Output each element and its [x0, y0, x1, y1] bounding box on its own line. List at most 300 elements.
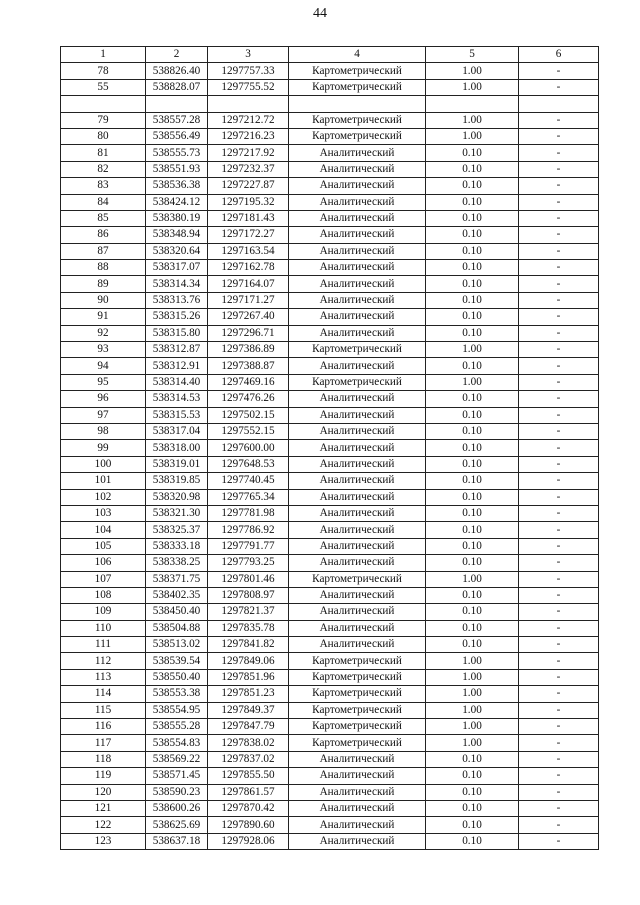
remark-cell: - [519, 161, 599, 177]
point-number-cell: 86 [61, 227, 146, 243]
x-coordinate-cell: 538325.37 [146, 522, 208, 538]
y-coordinate-cell: 1297821.37 [208, 604, 289, 620]
point-number-cell: 97 [61, 407, 146, 423]
method-cell: Аналитический [289, 751, 426, 767]
method-cell: Картометрический [289, 669, 426, 685]
method-cell: Аналитический [289, 817, 426, 833]
x-coordinate-cell: 538826.40 [146, 63, 208, 79]
coordinates-table [60, 46, 599, 850]
point-number-cell [61, 96, 146, 112]
column-header-3: 3 [208, 47, 289, 63]
method-cell: Картометрический [289, 571, 426, 587]
point-number-cell: 87 [61, 243, 146, 259]
y-coordinate-cell: 1297847.79 [208, 719, 289, 735]
remark-cell: - [519, 587, 599, 603]
header-row [61, 47, 599, 63]
accuracy-cell: 0.10 [426, 194, 519, 210]
accuracy-cell: 1.00 [426, 79, 519, 95]
accuracy-cell: 0.10 [426, 391, 519, 407]
y-coordinate-cell: 1297181.43 [208, 210, 289, 226]
y-coordinate-cell: 1297861.57 [208, 784, 289, 800]
x-coordinate-cell: 538504.88 [146, 620, 208, 636]
table-row [61, 292, 599, 308]
y-coordinate-cell: 1297502.15 [208, 407, 289, 423]
table-row [61, 571, 599, 587]
point-number-cell: 118 [61, 751, 146, 767]
column-header-1: 1 [61, 47, 146, 63]
y-coordinate-cell: 1297216.23 [208, 128, 289, 144]
method-cell: Аналитический [289, 325, 426, 341]
remark-cell: - [519, 833, 599, 849]
remark-cell: - [519, 800, 599, 816]
column-header-5: 5 [426, 47, 519, 63]
accuracy-cell: 0.10 [426, 456, 519, 472]
point-number-cell: 112 [61, 653, 146, 669]
x-coordinate-cell: 538553.38 [146, 686, 208, 702]
table-row [61, 342, 599, 358]
column-header-4: 4 [289, 47, 426, 63]
point-number-cell: 96 [61, 391, 146, 407]
accuracy-cell: 1.00 [426, 112, 519, 128]
accuracy-cell: 0.10 [426, 210, 519, 226]
y-coordinate-cell: 1297267.40 [208, 309, 289, 325]
remark-cell: - [519, 751, 599, 767]
table-row [61, 522, 599, 538]
remark-cell: - [519, 112, 599, 128]
remark-cell: - [519, 276, 599, 292]
remark-cell: - [519, 473, 599, 489]
y-coordinate-cell: 1297217.92 [208, 145, 289, 161]
method-cell: Аналитический [289, 178, 426, 194]
remark-cell: - [519, 653, 599, 669]
y-coordinate-cell: 1297835.78 [208, 620, 289, 636]
y-coordinate-cell [208, 96, 289, 112]
accuracy-cell: 0.10 [426, 505, 519, 521]
table-row [61, 210, 599, 226]
table-row [61, 555, 599, 571]
table-row [61, 784, 599, 800]
x-coordinate-cell: 538333.18 [146, 538, 208, 554]
table-row [61, 128, 599, 144]
x-coordinate-cell [146, 96, 208, 112]
x-coordinate-cell: 538317.04 [146, 423, 208, 439]
table-row [61, 391, 599, 407]
accuracy-cell: 0.10 [426, 325, 519, 341]
y-coordinate-cell: 1297849.06 [208, 653, 289, 669]
y-coordinate-cell: 1297171.27 [208, 292, 289, 308]
point-number-cell: 79 [61, 112, 146, 128]
point-number-cell: 119 [61, 768, 146, 784]
accuracy-cell: 0.10 [426, 161, 519, 177]
y-coordinate-cell: 1297837.02 [208, 751, 289, 767]
x-coordinate-cell: 538828.07 [146, 79, 208, 95]
x-coordinate-cell: 538450.40 [146, 604, 208, 620]
x-coordinate-cell: 538551.93 [146, 161, 208, 177]
accuracy-cell [426, 96, 519, 112]
table-row [61, 227, 599, 243]
x-coordinate-cell: 538314.53 [146, 391, 208, 407]
accuracy-cell: 0.10 [426, 407, 519, 423]
remark-cell: - [519, 325, 599, 341]
x-coordinate-cell: 538320.64 [146, 243, 208, 259]
point-number-cell: 92 [61, 325, 146, 341]
y-coordinate-cell: 1297801.46 [208, 571, 289, 587]
accuracy-cell: 1.00 [426, 571, 519, 587]
table-row [61, 800, 599, 816]
accuracy-cell: 0.10 [426, 145, 519, 161]
x-coordinate-cell: 538321.30 [146, 505, 208, 521]
remark-cell: - [519, 719, 599, 735]
y-coordinate-cell: 1297890.60 [208, 817, 289, 833]
accuracy-cell: 1.00 [426, 735, 519, 751]
table-row [61, 63, 599, 79]
y-coordinate-cell: 1297928.06 [208, 833, 289, 849]
x-coordinate-cell: 538338.25 [146, 555, 208, 571]
accuracy-cell: 0.10 [426, 489, 519, 505]
accuracy-cell: 0.10 [426, 768, 519, 784]
accuracy-cell: 0.10 [426, 423, 519, 439]
remark-cell: - [519, 423, 599, 439]
x-coordinate-cell: 538312.87 [146, 342, 208, 358]
y-coordinate-cell: 1297781.98 [208, 505, 289, 521]
y-coordinate-cell: 1297388.87 [208, 358, 289, 374]
accuracy-cell: 1.00 [426, 653, 519, 669]
remark-cell: - [519, 817, 599, 833]
method-cell: Аналитический [289, 161, 426, 177]
remark-cell: - [519, 210, 599, 226]
accuracy-cell: 0.10 [426, 473, 519, 489]
remark-cell: - [519, 538, 599, 554]
method-cell: Аналитический [289, 833, 426, 849]
remark-cell: - [519, 243, 599, 259]
table-row [61, 620, 599, 636]
accuracy-cell: 1.00 [426, 669, 519, 685]
x-coordinate-cell: 538314.40 [146, 374, 208, 390]
x-coordinate-cell: 538318.00 [146, 440, 208, 456]
table-row [61, 374, 599, 390]
accuracy-cell: 1.00 [426, 686, 519, 702]
y-coordinate-cell: 1297163.54 [208, 243, 289, 259]
y-coordinate-cell: 1297162.78 [208, 260, 289, 276]
method-cell [289, 96, 426, 112]
x-coordinate-cell: 538557.28 [146, 112, 208, 128]
remark-cell: - [519, 407, 599, 423]
method-cell: Картометрический [289, 719, 426, 735]
x-coordinate-cell: 538555.28 [146, 719, 208, 735]
table-row [61, 505, 599, 521]
point-number-cell: 55 [61, 79, 146, 95]
table-row [61, 768, 599, 784]
y-coordinate-cell: 1297786.92 [208, 522, 289, 538]
accuracy-cell: 0.10 [426, 292, 519, 308]
remark-cell: - [519, 784, 599, 800]
method-cell: Аналитический [289, 194, 426, 210]
table-row [61, 587, 599, 603]
y-coordinate-cell: 1297600.00 [208, 440, 289, 456]
table-row [61, 309, 599, 325]
x-coordinate-cell: 538319.01 [146, 456, 208, 472]
point-number-cell: 102 [61, 489, 146, 505]
accuracy-cell: 0.10 [426, 227, 519, 243]
x-coordinate-cell: 538550.40 [146, 669, 208, 685]
accuracy-cell: 0.10 [426, 604, 519, 620]
point-number-cell: 104 [61, 522, 146, 538]
x-coordinate-cell: 538314.34 [146, 276, 208, 292]
remark-cell: - [519, 79, 599, 95]
method-cell: Картометрический [289, 112, 426, 128]
x-coordinate-cell: 538317.07 [146, 260, 208, 276]
accuracy-cell: 0.10 [426, 276, 519, 292]
method-cell: Аналитический [289, 210, 426, 226]
x-coordinate-cell: 538513.02 [146, 637, 208, 653]
table-row [61, 473, 599, 489]
x-coordinate-cell: 538555.73 [146, 145, 208, 161]
table-row [61, 637, 599, 653]
remark-cell [519, 96, 599, 112]
point-number-cell: 82 [61, 161, 146, 177]
accuracy-cell: 0.10 [426, 309, 519, 325]
table-row [61, 260, 599, 276]
y-coordinate-cell: 1297808.97 [208, 587, 289, 603]
x-coordinate-cell: 538424.12 [146, 194, 208, 210]
point-number-cell: 121 [61, 800, 146, 816]
method-cell: Аналитический [289, 456, 426, 472]
method-cell: Аналитический [289, 505, 426, 521]
x-coordinate-cell: 538556.49 [146, 128, 208, 144]
method-cell: Аналитический [289, 423, 426, 439]
y-coordinate-cell: 1297227.87 [208, 178, 289, 194]
table-row [61, 194, 599, 210]
method-cell: Картометрический [289, 702, 426, 718]
table-row [61, 686, 599, 702]
y-coordinate-cell: 1297469.16 [208, 374, 289, 390]
y-coordinate-cell: 1297755.52 [208, 79, 289, 95]
accuracy-cell: 0.10 [426, 178, 519, 194]
x-coordinate-cell: 538637.18 [146, 833, 208, 849]
table-row [61, 358, 599, 374]
table-row [61, 243, 599, 259]
x-coordinate-cell: 538315.26 [146, 309, 208, 325]
method-cell: Аналитический [289, 587, 426, 603]
table-row [61, 751, 599, 767]
remark-cell: - [519, 145, 599, 161]
remark-cell: - [519, 440, 599, 456]
point-number-cell: 85 [61, 210, 146, 226]
method-cell: Аналитический [289, 227, 426, 243]
method-cell: Картометрический [289, 735, 426, 751]
y-coordinate-cell: 1297740.45 [208, 473, 289, 489]
remark-cell: - [519, 260, 599, 276]
accuracy-cell: 1.00 [426, 63, 519, 79]
remark-cell: - [519, 178, 599, 194]
method-cell: Аналитический [289, 522, 426, 538]
table-row [61, 276, 599, 292]
x-coordinate-cell: 538600.26 [146, 800, 208, 816]
y-coordinate-cell: 1297870.42 [208, 800, 289, 816]
y-coordinate-cell: 1297757.33 [208, 63, 289, 79]
remark-cell: - [519, 571, 599, 587]
y-coordinate-cell: 1297855.50 [208, 768, 289, 784]
method-cell: Картометрический [289, 653, 426, 669]
method-cell: Аналитический [289, 391, 426, 407]
method-cell: Аналитический [289, 276, 426, 292]
point-number-cell: 94 [61, 358, 146, 374]
y-coordinate-cell: 1297386.89 [208, 342, 289, 358]
method-cell: Картометрический [289, 79, 426, 95]
method-cell: Аналитический [289, 620, 426, 636]
accuracy-cell: 0.10 [426, 440, 519, 456]
point-number-cell: 78 [61, 63, 146, 79]
x-coordinate-cell: 538312.91 [146, 358, 208, 374]
x-coordinate-cell: 538590.23 [146, 784, 208, 800]
y-coordinate-cell: 1297765.34 [208, 489, 289, 505]
point-number-cell: 120 [61, 784, 146, 800]
method-cell: Аналитический [289, 309, 426, 325]
accuracy-cell: 0.10 [426, 620, 519, 636]
table-row [61, 407, 599, 423]
accuracy-cell: 1.00 [426, 374, 519, 390]
remark-cell: - [519, 309, 599, 325]
point-number-cell: 81 [61, 145, 146, 161]
remark-cell: - [519, 505, 599, 521]
table-row [61, 79, 599, 95]
accuracy-cell: 1.00 [426, 719, 519, 735]
table-row [61, 145, 599, 161]
accuracy-cell: 0.10 [426, 243, 519, 259]
method-cell: Аналитический [289, 784, 426, 800]
method-cell: Аналитический [289, 768, 426, 784]
point-number-cell: 110 [61, 620, 146, 636]
x-coordinate-cell: 538320.98 [146, 489, 208, 505]
table-row [61, 604, 599, 620]
point-number-cell: 91 [61, 309, 146, 325]
table-row [61, 325, 599, 341]
table-row [61, 440, 599, 456]
column-header-6: 6 [519, 47, 599, 63]
point-number-cell: 99 [61, 440, 146, 456]
accuracy-cell: 0.10 [426, 587, 519, 603]
x-coordinate-cell: 538539.54 [146, 653, 208, 669]
method-cell: Аналитический [289, 260, 426, 276]
accuracy-cell: 0.10 [426, 817, 519, 833]
remark-cell: - [519, 227, 599, 243]
y-coordinate-cell: 1297212.72 [208, 112, 289, 128]
remark-cell: - [519, 292, 599, 308]
table-row [61, 112, 599, 128]
table-row [61, 96, 599, 112]
x-coordinate-cell: 538402.35 [146, 587, 208, 603]
remark-cell: - [519, 342, 599, 358]
accuracy-cell: 0.10 [426, 784, 519, 800]
point-number-cell: 88 [61, 260, 146, 276]
method-cell: Картометрический [289, 63, 426, 79]
point-number-cell: 115 [61, 702, 146, 718]
method-cell: Аналитический [289, 637, 426, 653]
point-number-cell: 84 [61, 194, 146, 210]
method-cell: Картометрический [289, 128, 426, 144]
remark-cell: - [519, 702, 599, 718]
point-number-cell: 95 [61, 374, 146, 390]
point-number-cell: 111 [61, 637, 146, 653]
accuracy-cell: 1.00 [426, 342, 519, 358]
y-coordinate-cell: 1297552.15 [208, 423, 289, 439]
point-number-cell: 106 [61, 555, 146, 571]
method-cell: Аналитический [289, 145, 426, 161]
accuracy-cell: 0.10 [426, 358, 519, 374]
remark-cell: - [519, 735, 599, 751]
y-coordinate-cell: 1297172.27 [208, 227, 289, 243]
remark-cell: - [519, 555, 599, 571]
point-number-cell: 98 [61, 423, 146, 439]
x-coordinate-cell: 538348.94 [146, 227, 208, 243]
table-row [61, 669, 599, 685]
y-coordinate-cell: 1297841.82 [208, 637, 289, 653]
accuracy-cell: 0.10 [426, 800, 519, 816]
x-coordinate-cell: 538536.38 [146, 178, 208, 194]
y-coordinate-cell: 1297849.37 [208, 702, 289, 718]
method-cell: Аналитический [289, 407, 426, 423]
method-cell: Картометрический [289, 342, 426, 358]
remark-cell: - [519, 686, 599, 702]
method-cell: Аналитический [289, 473, 426, 489]
accuracy-cell: 1.00 [426, 128, 519, 144]
method-cell: Аналитический [289, 538, 426, 554]
y-coordinate-cell: 1297838.02 [208, 735, 289, 751]
y-coordinate-cell: 1297648.53 [208, 456, 289, 472]
y-coordinate-cell: 1297851.23 [208, 686, 289, 702]
x-coordinate-cell: 538571.45 [146, 768, 208, 784]
method-cell: Аналитический [289, 555, 426, 571]
method-cell: Аналитический [289, 243, 426, 259]
y-coordinate-cell: 1297476.26 [208, 391, 289, 407]
table-row [61, 702, 599, 718]
page-number: 44 [313, 6, 327, 21]
remark-cell: - [519, 374, 599, 390]
point-number-cell: 100 [61, 456, 146, 472]
x-coordinate-cell: 538569.22 [146, 751, 208, 767]
point-number-cell: 105 [61, 538, 146, 554]
method-cell: Аналитический [289, 800, 426, 816]
accuracy-cell: 0.10 [426, 538, 519, 554]
point-number-cell: 122 [61, 817, 146, 833]
remark-cell: - [519, 620, 599, 636]
table-row [61, 735, 599, 751]
y-coordinate-cell: 1297232.37 [208, 161, 289, 177]
accuracy-cell: 0.10 [426, 833, 519, 849]
remark-cell: - [519, 194, 599, 210]
point-number-cell: 123 [61, 833, 146, 849]
table-row [61, 161, 599, 177]
x-coordinate-cell: 538554.83 [146, 735, 208, 751]
accuracy-cell: 0.10 [426, 260, 519, 276]
method-cell: Аналитический [289, 489, 426, 505]
column-header-2: 2 [146, 47, 208, 63]
point-number-cell: 108 [61, 587, 146, 603]
x-coordinate-cell: 538315.80 [146, 325, 208, 341]
y-coordinate-cell: 1297791.77 [208, 538, 289, 554]
x-coordinate-cell: 538554.95 [146, 702, 208, 718]
y-coordinate-cell: 1297195.32 [208, 194, 289, 210]
remark-cell: - [519, 604, 599, 620]
table-header [61, 47, 599, 63]
point-number-cell: 113 [61, 669, 146, 685]
accuracy-cell: 0.10 [426, 555, 519, 571]
method-cell: Аналитический [289, 358, 426, 374]
accuracy-cell: 1.00 [426, 702, 519, 718]
x-coordinate-cell: 538313.76 [146, 292, 208, 308]
accuracy-cell: 0.10 [426, 637, 519, 653]
point-number-cell: 107 [61, 571, 146, 587]
